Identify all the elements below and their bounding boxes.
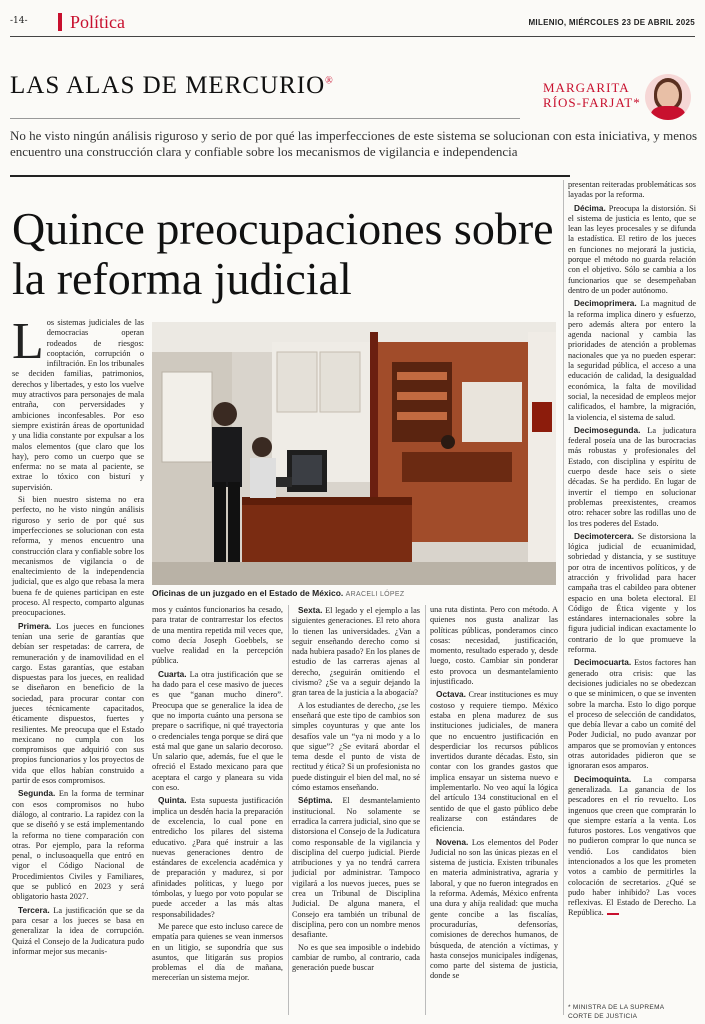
paragraph: os sistemas judiciales de las democracias operan rodeados de riesgos: cooptación, corrupción o infiltración. En los tribunales se deciden familias, patrimonios, derechos y libertades, y esto los vuelve muy atractivos para personajes de mala entraña, con perversidades y ambiciones inconfesables. Por eso siempre existirán áreas de oportunidad y una lidia constante por expulsar a los malos elementos (que claro que los hay), pero como un cuerpo que se enferma: no se mata al paciente, se extrae lo tóxico con bisturí y supervisión. — [12, 318, 144, 492]
paragraph: No es que sea imposible o indebido cambiar de rumbo, al contrario, cada generación puede buscar — [292, 942, 420, 973]
paragraph-text: Los jueces en funciones tenían una serie de garantías que debían ser respetadas: de carrera, de remuneración y de inamovilidad en el cargo. Estas garantías, que estaban dispuestas para los jueces, en realidad se diseñaron en beneficio de la sociedad, para procurar contar con jueces técnicamente capacitados, éticamente dispuestos, fuertes y resilientes. Me preocupa que el Estado mexicano no cumpla con los compromisos que adquirió con sus propios funcionarios y los proyectos de vida que ellos habían construido a partir de esos compromisos. — [12, 621, 144, 786]
paragraph-lead: Decimoquinta. — [574, 773, 632, 784]
column-name — [10, 72, 334, 100]
paragraph-lead: Decimoprimera. — [574, 298, 637, 309]
article-column-3 — [292, 605, 420, 975]
avatar-face — [657, 82, 679, 108]
paragraph-text: La magnitud de la reforma implica dinero y esfuerzo, pero además altera por entero la agenda nacional y cambia las prioridades de atención a problemas nacionales que ya no pueden esperar: la seguridad pública, el acceso a una educación de calidad, la desigualdad económica, la falta de movilidad social, la necesidad de empleos mejor calificados, el hambre, la migración, la violencia, el sistema de salud. — [568, 299, 697, 422]
article-column-4 — [430, 605, 558, 984]
author-first-name: MARGARITA — [543, 80, 630, 95]
paragraph-text: Los elementos del Poder Judicial no son las únicas piezas en el sistema de justicia. Existen tribunales en materia administrativa, agraria y laboral, y que no fueron integrados en la reforma. Además, México enfrenta una dura y ahíja realidad: que mucha gente concibe a las fiscalías, procuradurías, defensorías, comisiones de derechos humanos, de búsqueda, de atención a víctimas, y hasta consejos municipales indígenas, como parte del sistema de justicia, donde se — [430, 837, 558, 981]
paragraph: A los estudiantes de derecho, ¿se les enseñará que este tipo de cambios son simples coyunturas y que ante los desafíos vale un “ya ni modo y a lo que sigue”? ¿Se evitará abordar el tema desde el punto de vista de rectitud y ética? Si un profesionista no puede distinguir el bien del mal, no sé cómo estamos enseñando. — [292, 700, 420, 793]
paragraph — [568, 657, 696, 771]
paragraph — [568, 298, 696, 423]
courtroom-office-photo — [152, 322, 556, 585]
section-marker — [58, 13, 62, 31]
article-column-2 — [152, 605, 283, 986]
end-mark — [607, 913, 619, 915]
paragraph-text: Se distorsiona la lógica judicial de ecuanimidad, sobriedad y distancia, y se sustituye por otra de incentivos políticos, y de atracción y frivolidad para hacer campaña tras el cabildeo para obtener espacio en una boleta electoral. El Código de Ética vigente y los estándares internacionales sobre la figura judicial indican exactamente lo contrario de lo que promueve la reforma. — [568, 531, 696, 655]
footnote-line-1: * MINISTRA DE LA SUPREMA — [568, 1004, 665, 1011]
author-last-name: RÍOS-FARJAT* — [543, 95, 641, 110]
paragraph-text: Esta supuesta justificación implica un desdén hacia la preparación de excelencia, lo cual pone en entredicho los pilares del sistema educativo. ¿Para qué instruir a las nuevas generaciones dentro de estándares de excelencia académica y de preparación y madurez, si por afinidades políticas, y luego por tómbolas, y luego por voto popular se puede acceder a las más altas responsabilidades? — [152, 796, 283, 919]
paragraph: mos y cuántos funcionarios ha cesado, para tratar de contrarrestar los efectos de una mentira repetida mil veces que, como decía Joseph Goebbels, se vuelve realidad en la percepción pública. — [152, 605, 283, 666]
article-dek: No he visto ningún análisis riguroso y serio de por qué las imperfecciones de este sistema se solucionan con esta iniciativa, y menos encuentro una construcción clara y confiable sobre los mecanismos de vigilancia e independencia — [10, 128, 698, 159]
paragraph-lead: Quinta. — [158, 795, 187, 806]
dateline: MILENIO, MIÉRCOLES 23 DE ABRIL 2025 — [528, 18, 695, 27]
paragraph-text: Crear instituciones es muy costoso y requiere tiempo. México estaba en plena madurez de sus instituciones judiciales, de manera que no encuentro justificación en desperdiciar los recursos públicos invertidos durante décadas. Esto, sin contar con los grandes gastos que implica ensayar un sistema nuevo e implementarlo. No veo aquí la lógica del artículo 134 constitucional en el sentido de que el gasto público debe realizarse con estándares de eficiencia. — [430, 690, 558, 834]
paragraph: Si bien nuestro sistema no era perfecto, no he visto ningún análisis riguroso y serio de por qué sus imperfecciones se solucionan con esta reforma, y menos encuentro una construcción clara y confiable sobre los mecanismos de vigilancia o de enaltecimiento de la independencia judicial, que es algo que rebasa la mera buena fe de quienes participan en este proceso. Al respecto, comparto algunas preocupaciones. — [12, 495, 144, 618]
paragraph-text: En la forma de terminar con esos compromisos no hubo diálogo, al contrario. La rapidez con la que se diseñó y se está implementando la reforma no tiene comparación con otras. Por ejemplo, para la reforma penal, o inclusoaquella que entró en vigor el Código Nacional de Procedimientos Civiles y Familiares, que se publicó en 2023 y será obligatorio hasta 2027. — [12, 789, 144, 902]
article-column-5 — [568, 180, 696, 921]
column-divider — [563, 180, 564, 1015]
drop-cap: L — [12, 313, 44, 370]
paragraph: presentan reiteradas problemáticas sos layadas por la reforma. — [568, 180, 696, 200]
paragraph-lead: Sexta. — [298, 605, 323, 615]
author-byline — [543, 80, 641, 110]
author-avatar — [645, 74, 691, 120]
paragraph-lead: Tercera. — [18, 904, 50, 915]
photo-caption — [152, 588, 556, 598]
paragraph — [568, 774, 696, 919]
article-photo — [152, 322, 556, 585]
paragraph: Me parece que esto incluso carece de empatía para quienes se vean inmersos en un litigio, se supondría que sus asuntos, que litigarán sus propios problemas el día de mañana, merecerían un sistema mejor. — [152, 921, 283, 983]
paragraph-text: Preocupa la distorsión. Si el sistema de justicia es lento, que se lean las leyes procesales y se difunda la estadística. El retiro de los jueces en funciones no mejorará la justicia, porque el método no guarda relación con el objetivo. Sólo se cambia a los funcionarios que se desempeñaban dentro de un poder autónomo. — [568, 203, 696, 295]
article-headline: Quince preocupaciones sobre la reforma judicial — [12, 203, 554, 304]
headline-rule — [10, 175, 570, 177]
photo-credit: ARACELI LÓPEZ — [345, 591, 405, 598]
column-name-text: LAS ALAS DE MERCURIO — [10, 72, 326, 99]
column-divider — [425, 605, 426, 1015]
paragraph — [568, 425, 696, 529]
paragraph-text: La otra justificación que se ha dado para el cese masivo de jueces es que “ganan mucho dinero”. Preocupa que se generalice la idea de que no importa cuánto una persona se prepare o sacrifique, ni qué trayectoria o credenciales tenga porque se dirá que está mal que gane un salario decoroso. Un salario que, además, fue el que le ofreció el Estado mexicano para que aceptara el cargo y planeara su vida con eso. — [152, 669, 283, 793]
paragraph-text: El desmantelamiento institucional. No solamente se erradica la carrera judicial, sino que se distorsiona el Consejo de la Judicatura como responsable de la vigilancia y disciplina del cuerpo judicial. Pierde atribuciones y ya no tendrá carrera judicial por administrar. Tampoco vigilará a los nuevos jueces, pues se crea un Tribunal de Disciplina Judicial. De alguna manera, el Consejo era también un tribunal de disciplina, pero con un nombre menos desafiante. — [292, 796, 421, 940]
paragraph-text: La judicatura federal poseía una de las burocracias más robustas y profesionales del Estado, con disciplina y espíritu de cuerpo desde hace seis o siete décadas. Se ha perdido. En lugar de invertir el tiempo en solucionar problemas preexistentes, creamos otro: rehacer sobre las rodillas uno de los tres poderes del Estado. — [568, 425, 697, 528]
column-name-divider — [10, 118, 520, 119]
footnote-line-2: CORTE DE JUSTICIA — [568, 1013, 638, 1020]
paragraph — [12, 788, 144, 902]
paragraph — [568, 531, 696, 656]
paragraph — [12, 621, 144, 787]
paragraph-lead: Séptima. — [298, 795, 333, 806]
paragraph — [568, 203, 696, 297]
article-column-1 — [12, 313, 145, 959]
paragraph-lead: Décima. — [574, 202, 606, 213]
column-divider — [288, 605, 289, 1015]
avatar-shirt — [651, 106, 685, 120]
paragraph-lead: Cuarta. — [158, 668, 187, 679]
paragraph — [430, 689, 558, 834]
paragraph — [152, 795, 283, 920]
paragraph-text: La comparsa generalizada. La ganancia de los pescadores en el río revuelto. Los ingenuos que creen que comprarán lo que siempre estaría a la venta. Los futuros postores. Los vengativos que no pudieron comprar lo que nunca se vendió. Los candidatos bien intencionados a los que les prometen votos a cambio de permitirles la colocación de secretarios. ¿Qué se pudo haber inhibido? Las voces reflexivas. El Estado de Derecho. La República. — [568, 774, 696, 918]
paragraph-lead: Octava. — [436, 689, 466, 700]
paragraph-lead: Decimotercera. — [574, 530, 634, 541]
paragraph — [152, 669, 283, 794]
paragraph: una ruta distinta. Pero con método. A quienes nos gusta analizar las políticas públicas, ponderamos cinco cosas: necesidad, justificación, momento, resultado esperado y, desde luego, costo. Cambiar sin ponderar esto provoca un desmantelamiento injustificado. — [430, 605, 558, 687]
caption-text: Oficinas de un juzgado en el Estado de México. — [152, 588, 344, 598]
column-mark: ® — [325, 75, 334, 87]
paragraph — [292, 795, 420, 940]
paragraph-text: Estos factores han generado otra crisis: que las decisiones judiciales no se obedezcan o que se minimicen, o que se inventen sobre la marcha. Esto lo digo porque el proceso de selección de candidatos, que debía llevar a cabo un comité del Poder Judicial, no pudo avanzar por amparos que se promovían y entonces otras autoridades pidieron que se ignoraran esos amparos. — [568, 658, 696, 771]
paragraph-text: La justificación que se da para cesar a los jueces se basa en generalizar la idea de corrupción. Quizá el Consejo de la Judicatura pudo informar mejor sus mecanis- — [12, 905, 145, 956]
paragraph — [430, 837, 558, 982]
page-header — [10, 10, 695, 37]
author-footnote — [568, 1003, 664, 1021]
paragraph-lead: Segunda. — [18, 788, 56, 799]
paragraph-lead: Decimocuarta. — [574, 657, 632, 668]
paragraph — [12, 905, 144, 957]
paragraph — [292, 605, 420, 699]
paragraph-lead: Decimosegunda. — [574, 424, 641, 435]
paragraph-lead: Primera. — [18, 620, 52, 631]
paragraph-lead: Novena. — [436, 836, 469, 847]
section-name: Política — [70, 12, 125, 32]
page-number: -14- — [10, 16, 28, 26]
paragraph-text: El legado y el ejemplo a las siguientes generaciones. El reto ahora lo tienen las universidades. ¿Van a seguir enseñando derecho como si nada hubiera pasado? En los planes de estudio de las carreras ajenas al derecho, ¿seguirán omitiendo el civismo? ¿Se va a seguir dejando la gran tarea de la justicia a la abogacía? — [292, 606, 421, 698]
